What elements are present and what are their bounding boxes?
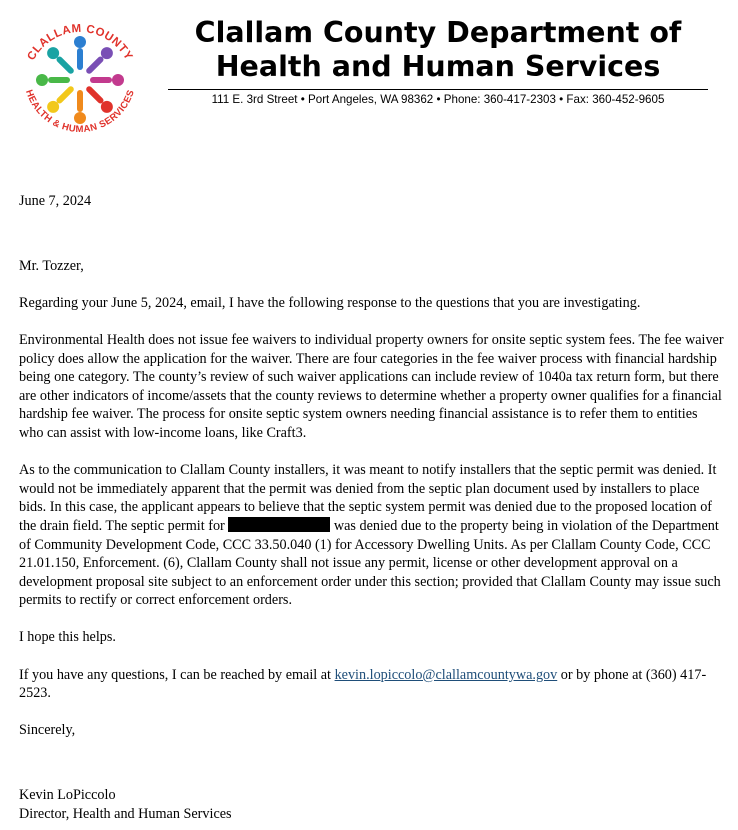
address-line: 111 E. 3rd Street • Port Angeles, WA 98362 • Phone: 360-417-2303 • Fax: 360-452-9605 [211,93,665,106]
installer-paragraph [19,461,724,610]
logo-bottom-text: HEALTH & HUMAN SERVICES [23,88,137,136]
letter-body [19,192,724,823]
header-divider [168,89,708,90]
letter-date: June 7, 2024 [19,193,92,209]
installer-text-before: As to the communication to Clallam County installers, it was meant to notify installers that the septic permit was denied. It would not be immediately apparent that the permit was denied from the septic plan document used by installers to place bids. In this case, the applicant appears to believe that the septic system permit was denied due to the proposed location of the drain field. The septic permit for [19,462,717,534]
department-title [168,16,708,84]
hope-line: I hope this helps. [19,629,116,646]
county-logo [14,14,146,154]
fee-waiver-paragraph: Environmental Health does not issue fee waivers to individual property owners for onsite septic system fees. The fee waiver policy does allow the application for the waiver. There are four categories in the fee waiver process with financial hardship being one category. The county’s review of such waiver applications can include review of 1040a tax return form, but there are other indicators of income/assets that the county reviews to determine whether a property owner qualifies for a financial hardship fee waiver. The process for onsite septic system owners needing financial assistance is to refer them to entities who can assist with low-income loans, like Craft3. [19,331,724,441]
contact-text-after: or by phone at (360) 417-2523. [19,666,707,702]
closing: Sincerely, [19,722,76,739]
installer-text-after: was denied due to the property being in violation of the Department of Community Development Code, CCC 33.50.040 (1) for Accessory Dwelling Units. As per Clallam County Code, CCC 21.01.150, Enforcement. (6), Clallam County shall not issue any permit, license or other development approval on a development proposal site subject to an enforcement order under this section; provided that Clallam County may issue such permits to rectify or correct enforcement orders. [19,517,721,609]
salutation: Mr. Tozzer, [19,257,84,274]
contact-paragraph [19,666,724,703]
figure-blue [74,36,86,70]
signer-name: Kevin LoPiccolo [19,787,116,804]
email-link[interactable]: kevin.lopiccolo@clallamcountywa.gov [334,666,558,683]
contact-text-before: If you have any questions, I can be reached by email at [19,666,335,683]
logo-top-text: CLALLAM COUNTY [25,22,135,63]
title-line-1: Clallam County Department of [194,16,682,49]
redacted-address [228,517,330,532]
intro-paragraph: Regarding your June 5, 2024, email, I have the following response to the questions that you are investigating. [19,294,641,311]
signer-title: Director, Health and Human Services [19,805,232,822]
title-line-2: Health and Human Services [215,50,661,83]
